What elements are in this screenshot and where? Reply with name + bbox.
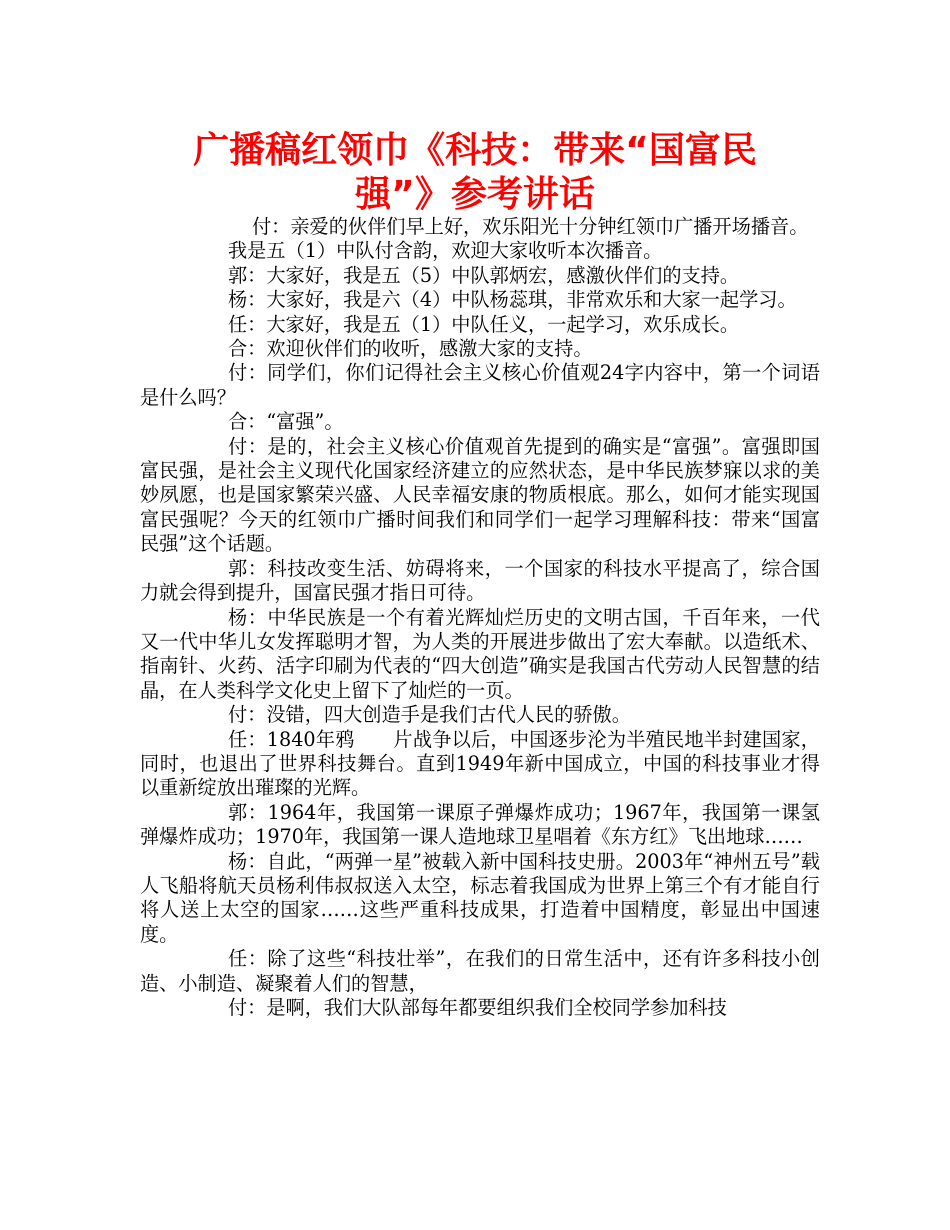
paragraph: 郭：1964年，我国第一课原子弹爆炸成功；1967年，我国第一课氢弹爆炸成功；1970年，我国第一课人造地球卫星唱着《东方红》飞出地球…… <box>140 800 820 849</box>
paragraph: 付：亲爱的伙伴们早上好，欢乐阳光十分钟红领巾广播开场播音。 <box>252 215 809 238</box>
paragraph: 任：除了这些“科技壮举”，在我们的日常生活中，还有许多科技小创造、小制造、凝聚着人们的智慧， <box>140 947 820 995</box>
paragraph: 合：“富强”。 <box>228 410 344 434</box>
paragraph: 任：大家好，我是五（1）中队任义，一起学习，欢乐成长。 <box>228 312 740 336</box>
paragraph: 杨：大家好，我是六（4）中队杨蕊琪，非常欢乐和大家一起学习。 <box>228 288 797 312</box>
paragraph: 合：欢迎伙伴们的收听，感激大家的支持。 <box>228 337 593 361</box>
document-body <box>140 215 820 1020</box>
paragraph: 付：同学们，你们记得社会主义核心价值观24字内容中，第一个词语是什么吗？ <box>140 361 820 409</box>
paragraph: 付：是的，社会主义核心价值观首先提到的确实是“富强”。富强即国富民强，是社会主义现代化国家经济建立的应然状态，是中华民族梦寐以求的美妙夙愿，也是国家繁荣兴盛、人民幸福安康的物质根底。那么，如何才能实现国富民强呢？今天的红领巾广播时间我们和同学们一起学习理解科技：带来“国富民强”这个话题。 <box>140 434 820 556</box>
paragraph: 郭：科技改变生活、妨碍将来，一个国家的科技水平提高了，综合国力就会得到提升，国富民强才指日可待。 <box>140 556 820 605</box>
document-title-line-1: 广播稿红领巾《科技：带来“国富民 <box>193 130 757 171</box>
paragraph: 付：没错，四大创造手是我们古代人民的骄傲。 <box>228 703 631 727</box>
paragraph: 杨：自此，“两弹一星”被载入新中国科技史册。2003年“神州五号”载人飞船将航天员杨利伟叔叔送入太空，标志着我国成为世界上第三个有才能自行将人送上太空的国家……这些严重科技成果，打造着中国精度，彰显出中国速度。 <box>140 849 820 946</box>
paragraph: 杨：中华民族是一个有着光辉灿烂历史的文明古国，千百年来，一代又一代中华儿女发挥聪明才智，为人类的开展进步做出了宏大奉献。以造纸术、指南针、火药、活字印刷为代表的“四大创造”确实是我国古代劳动人民智慧的结晶，在人类科学文化史上留下了灿烂的一页。 <box>140 605 820 702</box>
paragraph: 任：1840年鸦 片战争以后，中国逐步沦为半殖民地半封建国家，同时，也退出了世界科技舞台。直到1949年新中国成立，中国的科技事业才得以重新绽放出璀璨的光辉。 <box>140 727 820 800</box>
paragraph: 我是五（1）中队付含韵，欢迎大家收听本次播音。 <box>228 239 663 263</box>
document-title-line-2: 强”》参考讲话 <box>355 174 595 215</box>
paragraph: 郭：大家好，我是五（5）中队郭炳宏，感激伙伴们的支持。 <box>228 263 740 287</box>
paragraph: 付：是啊，我们大队部每年都要组织我们全校同学参加科技 <box>228 996 727 1019</box>
